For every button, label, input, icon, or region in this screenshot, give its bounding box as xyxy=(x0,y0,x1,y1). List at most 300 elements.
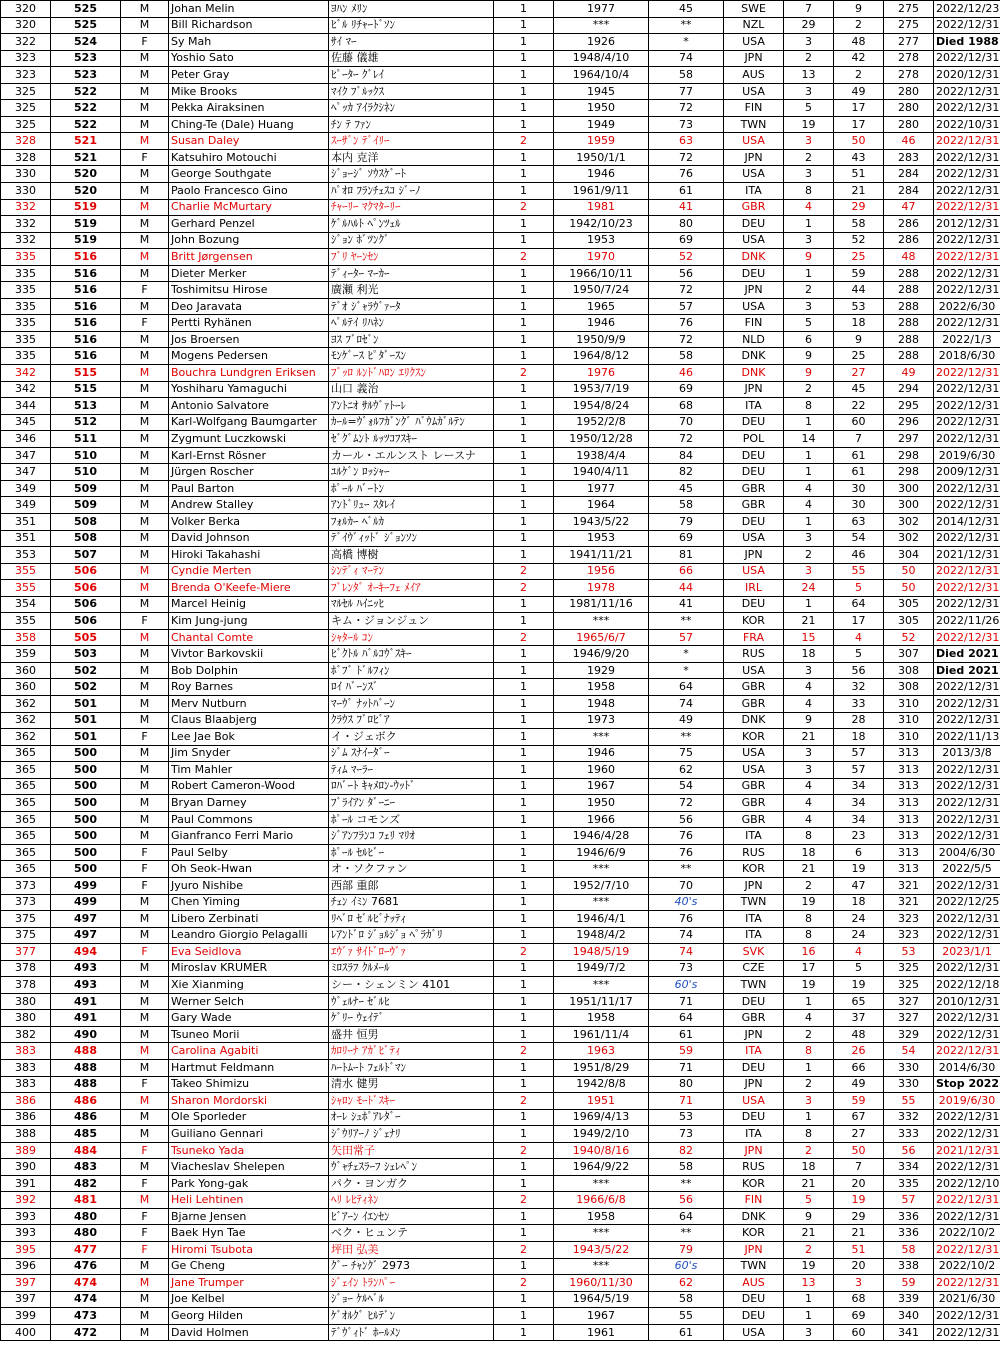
name-cell: Bryan Darney xyxy=(169,795,329,812)
category-cell: 1 xyxy=(494,381,554,398)
rank-cell: 383 xyxy=(1,1076,51,1093)
national-rank-cell: 44 xyxy=(834,282,884,299)
group-rank-cell: 327 xyxy=(884,993,934,1010)
name-kana-cell: ベク・ヒュンテ xyxy=(329,1225,494,1242)
name-cell: Paul Commons xyxy=(169,811,329,828)
category-cell: 1 xyxy=(494,1126,554,1143)
birth-cell: 1942/8/8 xyxy=(554,1076,649,1093)
rank-cell: 373 xyxy=(1,894,51,911)
updated-cell: 2022/12/31 xyxy=(934,50,1000,67)
country-rank-cell: 2 xyxy=(784,50,834,67)
country-cell: JPN xyxy=(724,877,784,894)
rank-cell: 335 xyxy=(1,315,51,332)
count-cell: 482 xyxy=(51,1175,121,1192)
country-cell: NLD xyxy=(724,331,784,348)
name-cell: Jane Trumper xyxy=(169,1275,329,1292)
group-rank-cell: 54 xyxy=(884,1043,934,1060)
category-cell: 1 xyxy=(494,414,554,431)
rank-cell: 365 xyxy=(1,844,51,861)
rank-cell: 359 xyxy=(1,646,51,663)
table-row xyxy=(1,348,1000,365)
updated-cell: 2022/12/31 xyxy=(934,1324,1000,1341)
national-rank-cell: 50 xyxy=(834,1142,884,1159)
sex-cell: F xyxy=(121,1225,169,1242)
name-kana-cell: ﾎﾟｰﾙ ﾊﾞｰﾄﾝ xyxy=(329,480,494,497)
group-rank-cell: 300 xyxy=(884,480,934,497)
name-kana-cell: ﾋﾞｱｰﾝ ｲｴﾝｾﾝ xyxy=(329,1208,494,1225)
national-rank-cell: 17 xyxy=(834,100,884,117)
age-cell: ** xyxy=(649,613,724,630)
national-rank-cell: 6 xyxy=(834,844,884,861)
group-rank-cell: 304 xyxy=(884,547,934,564)
category-cell: 1 xyxy=(494,1010,554,1027)
name-kana-cell: ﾓﾝｹﾞｰｽ ﾋﾟﾀﾞｰｽﾝ xyxy=(329,348,494,365)
table-row xyxy=(1,679,1000,696)
updated-cell: 2022/12/25 xyxy=(934,894,1000,911)
count-cell: 500 xyxy=(51,795,121,812)
category-cell: 2 xyxy=(494,944,554,961)
count-cell: 513 xyxy=(51,398,121,415)
national-rank-cell: 69 xyxy=(834,1308,884,1325)
table-row xyxy=(1,67,1000,84)
name-cell: Claus Blaabjerg xyxy=(169,712,329,729)
birth-cell: *** xyxy=(554,613,649,630)
birth-cell: *** xyxy=(554,861,649,878)
rank-cell: 355 xyxy=(1,563,51,580)
name-cell: Sharon Mordorski xyxy=(169,1093,329,1110)
updated-cell: 2022/12/31 xyxy=(934,265,1000,282)
birth-cell: *** xyxy=(554,894,649,911)
national-rank-cell: 5 xyxy=(834,960,884,977)
sex-cell: M xyxy=(121,83,169,100)
sex-cell: M xyxy=(121,993,169,1010)
age-cell: 72 xyxy=(649,331,724,348)
name-kana-cell: ﾌﾞｯﾛ ﾙﾝﾄﾞﾊﾛﾝ ｴﾘｸｽﾝ xyxy=(329,365,494,382)
group-rank-cell: 302 xyxy=(884,530,934,547)
birth-cell: 1948/4/2 xyxy=(554,927,649,944)
age-cell: 57 xyxy=(649,629,724,646)
age-cell: 58 xyxy=(649,67,724,84)
category-cell: 1 xyxy=(494,298,554,315)
country-rank-cell: 8 xyxy=(784,183,834,200)
age-cell: 60's xyxy=(649,1258,724,1275)
count-cell: 490 xyxy=(51,1026,121,1043)
category-cell: 1 xyxy=(494,877,554,894)
name-kana-cell: キム・ジョンジュン xyxy=(329,613,494,630)
name-cell: Roy Barnes xyxy=(169,679,329,696)
table-row xyxy=(1,778,1000,795)
sex-cell: M xyxy=(121,629,169,646)
category-cell: 1 xyxy=(494,1109,554,1126)
table-row xyxy=(1,17,1000,34)
country-cell: USA xyxy=(724,530,784,547)
table-row xyxy=(1,762,1000,779)
sex-cell: M xyxy=(121,811,169,828)
country-cell: DEU xyxy=(724,414,784,431)
birth-cell: 1950/9/9 xyxy=(554,331,649,348)
name-cell: Chen Yiming xyxy=(169,894,329,911)
table-row xyxy=(1,596,1000,613)
count-cell: 519 xyxy=(51,232,121,249)
name-kana-cell: ｽｰｻﾞﾝ ﾃﾞｲﾘｰ xyxy=(329,133,494,150)
name-cell: Bjarne Jensen xyxy=(169,1208,329,1225)
national-rank-cell: 34 xyxy=(834,811,884,828)
national-rank-cell: 21 xyxy=(834,183,884,200)
rank-cell: 386 xyxy=(1,1109,51,1126)
sex-cell: M xyxy=(121,662,169,679)
name-kana-cell: ｼﾞｱﾝﾌﾗﾝｺ ﾌｪﾘ ﾏﾘｵ xyxy=(329,828,494,845)
rank-cell: 330 xyxy=(1,166,51,183)
national-rank-cell: 17 xyxy=(834,613,884,630)
count-cell: 525 xyxy=(51,1,121,18)
birth-cell: 1961 xyxy=(554,1324,649,1341)
age-cell: 74 xyxy=(649,695,724,712)
country-rank-cell: 6 xyxy=(784,331,834,348)
sex-cell: M xyxy=(121,480,169,497)
country-cell: USA xyxy=(724,1324,784,1341)
name-cell: Volker Berka xyxy=(169,513,329,530)
national-rank-cell: 3 xyxy=(834,1275,884,1292)
category-cell: 2 xyxy=(494,1043,554,1060)
table-row xyxy=(1,1043,1000,1060)
group-rank-cell: 58 xyxy=(884,1242,934,1259)
country-rank-cell: 21 xyxy=(784,1175,834,1192)
rank-cell: 383 xyxy=(1,1043,51,1060)
name-kana-cell: ｵｰﾚ ｼｭﾎﾟｱﾚﾀﾞｰ xyxy=(329,1109,494,1126)
table-row xyxy=(1,1225,1000,1242)
name-cell: Mogens Pedersen xyxy=(169,348,329,365)
age-cell: 63 xyxy=(649,133,724,150)
category-cell: 1 xyxy=(494,464,554,481)
national-rank-cell: 58 xyxy=(834,216,884,233)
birth-cell: 1942/10/23 xyxy=(554,216,649,233)
birth-cell: 1956 xyxy=(554,563,649,580)
rank-cell: 375 xyxy=(1,927,51,944)
rank-cell: 346 xyxy=(1,431,51,448)
name-kana-cell: ﾌﾞﾚﾝﾀﾞ ｵｰｷｰﾌｪ ﾒｲｱ xyxy=(329,580,494,597)
country-rank-cell: 3 xyxy=(784,166,834,183)
count-cell: 481 xyxy=(51,1192,121,1209)
rank-cell: 320 xyxy=(1,17,51,34)
age-cell: 53 xyxy=(649,1109,724,1126)
age-cell: 76 xyxy=(649,315,724,332)
updated-cell: 2022/12/31 xyxy=(934,133,1000,150)
country-cell: RUS xyxy=(724,1159,784,1176)
national-rank-cell: 27 xyxy=(834,1126,884,1143)
age-cell: 52 xyxy=(649,249,724,266)
group-rank-cell: 313 xyxy=(884,861,934,878)
name-kana-cell: ﾃｨﾑ ﾏｰﾗｰ xyxy=(329,762,494,779)
table-row xyxy=(1,580,1000,597)
count-cell: 522 xyxy=(51,83,121,100)
birth-cell: 1981 xyxy=(554,199,649,216)
sex-cell: M xyxy=(121,265,169,282)
table-row xyxy=(1,894,1000,911)
country-cell: CZE xyxy=(724,960,784,977)
national-rank-cell: 2 xyxy=(834,17,884,34)
name-kana-cell: ｶﾛﾘｰﾅ ｱｶﾞﾋﾞﾃｨ xyxy=(329,1043,494,1060)
country-cell: AUS xyxy=(724,67,784,84)
group-rank-cell: 338 xyxy=(884,1258,934,1275)
country-cell: GBR xyxy=(724,199,784,216)
category-cell: 2 xyxy=(494,1275,554,1292)
age-cell: 72 xyxy=(649,795,724,812)
name-cell: Jyuro Nishibe xyxy=(169,877,329,894)
national-rank-cell: 37 xyxy=(834,1010,884,1027)
group-rank-cell: 296 xyxy=(884,414,934,431)
name-cell: Georg Hilden xyxy=(169,1308,329,1325)
birth-cell: 1958 xyxy=(554,679,649,696)
national-rank-cell: 43 xyxy=(834,149,884,166)
country-cell: SVK xyxy=(724,944,784,961)
name-cell: Jürgen Roscher xyxy=(169,464,329,481)
count-cell: 516 xyxy=(51,348,121,365)
category-cell: 1 xyxy=(494,1076,554,1093)
age-cell: 58 xyxy=(649,1159,724,1176)
sex-cell: M xyxy=(121,894,169,911)
count-cell: 506 xyxy=(51,563,121,580)
country-rank-cell: 1 xyxy=(784,1291,834,1308)
country-rank-cell: 14 xyxy=(784,431,834,448)
group-rank-cell: 330 xyxy=(884,1060,934,1077)
name-kana-cell: ﾐﾛｽﾗﾌ ｸﾙﾒｰﾙ xyxy=(329,960,494,977)
category-cell: 1 xyxy=(494,348,554,365)
national-rank-cell: 49 xyxy=(834,1076,884,1093)
national-rank-cell: 7 xyxy=(834,431,884,448)
group-rank-cell: 330 xyxy=(884,1076,934,1093)
national-rank-cell: 20 xyxy=(834,1175,884,1192)
sex-cell: M xyxy=(121,1,169,18)
table-row xyxy=(1,1010,1000,1027)
updated-cell: 2020/12/31 xyxy=(934,67,1000,84)
age-cell: 64 xyxy=(649,679,724,696)
group-rank-cell: 302 xyxy=(884,513,934,530)
country-rank-cell: 4 xyxy=(784,778,834,795)
group-rank-cell: 313 xyxy=(884,811,934,828)
country-cell: AUS xyxy=(724,1275,784,1292)
sex-cell: M xyxy=(121,166,169,183)
count-cell: 503 xyxy=(51,646,121,663)
updated-cell: 2012/12/31 xyxy=(934,216,1000,233)
age-cell: 58 xyxy=(649,348,724,365)
name-cell: Oh Seok-Hwan xyxy=(169,861,329,878)
age-cell: 44 xyxy=(649,580,724,597)
group-rank-cell: 300 xyxy=(884,497,934,514)
national-rank-cell: 59 xyxy=(834,1093,884,1110)
age-cell: 45 xyxy=(649,1,724,18)
age-cell: 62 xyxy=(649,1275,724,1292)
count-cell: 522 xyxy=(51,100,121,117)
count-cell: 488 xyxy=(51,1076,121,1093)
sex-cell: M xyxy=(121,1109,169,1126)
name-kana-cell: 盛井 恒男 xyxy=(329,1026,494,1043)
count-cell: 480 xyxy=(51,1208,121,1225)
country-rank-cell: 3 xyxy=(784,662,834,679)
count-cell: 511 xyxy=(51,431,121,448)
country-cell: JPN xyxy=(724,547,784,564)
category-cell: 2 xyxy=(494,580,554,597)
name-cell: Toshimitsu Hirose xyxy=(169,282,329,299)
name-kana-cell: ｳﾞｬﾁｪｽﾗｰﾌ ｼｪﾚﾍﾟﾝ xyxy=(329,1159,494,1176)
category-cell: 1 xyxy=(494,1258,554,1275)
name-kana-cell: ｼﾝﾃﾞｨ ﾏｰﾃﾝ xyxy=(329,563,494,580)
category-cell: 1 xyxy=(494,431,554,448)
country-cell: JPN xyxy=(724,282,784,299)
name-kana-cell: ﾏｲｸ ﾌﾞﾙｯｸｽ xyxy=(329,83,494,100)
country-cell: USA xyxy=(724,298,784,315)
count-cell: 507 xyxy=(51,547,121,564)
table-row xyxy=(1,331,1000,348)
updated-cell: 2022/12/31 xyxy=(934,712,1000,729)
rank-cell: 365 xyxy=(1,861,51,878)
table-row xyxy=(1,1308,1000,1325)
group-rank-cell: 323 xyxy=(884,911,934,928)
country-rank-cell: 3 xyxy=(784,530,834,547)
count-cell: 523 xyxy=(51,50,121,67)
category-cell: 1 xyxy=(494,596,554,613)
birth-cell: 1940/4/11 xyxy=(554,464,649,481)
group-rank-cell: 313 xyxy=(884,762,934,779)
name-kana-cell: ﾋﾞｸﾄﾙ ﾊﾞﾙｺｳﾞｽｷｰ xyxy=(329,646,494,663)
table-row xyxy=(1,911,1000,928)
age-cell: 71 xyxy=(649,1093,724,1110)
rank-cell: 347 xyxy=(1,447,51,464)
rank-cell: 345 xyxy=(1,414,51,431)
birth-cell: *** xyxy=(554,1258,649,1275)
name-cell: Joe Kelbel xyxy=(169,1291,329,1308)
table-row xyxy=(1,497,1000,514)
country-cell: ITA xyxy=(724,1126,784,1143)
table-row xyxy=(1,1175,1000,1192)
sex-cell: M xyxy=(121,1093,169,1110)
country-rank-cell: 1 xyxy=(784,265,834,282)
category-cell: 1 xyxy=(494,861,554,878)
country-rank-cell: 16 xyxy=(784,944,834,961)
name-cell: Antonio Salvatore xyxy=(169,398,329,415)
rank-cell: 355 xyxy=(1,613,51,630)
updated-cell: 2014/12/31 xyxy=(934,513,1000,530)
birth-cell: 1961/11/4 xyxy=(554,1026,649,1043)
name-cell: Katsuhiro Motouchi xyxy=(169,149,329,166)
birth-cell: 1943/5/22 xyxy=(554,1242,649,1259)
category-cell: 1 xyxy=(494,282,554,299)
rank-cell: 330 xyxy=(1,183,51,200)
country-rank-cell: 9 xyxy=(784,365,834,382)
sex-cell: M xyxy=(121,1060,169,1077)
count-cell: 516 xyxy=(51,282,121,299)
national-rank-cell: 34 xyxy=(834,778,884,795)
national-rank-cell: 59 xyxy=(834,265,884,282)
age-cell: 76 xyxy=(649,911,724,928)
rank-cell: 362 xyxy=(1,729,51,746)
country-cell: USA xyxy=(724,34,784,51)
national-rank-cell: 21 xyxy=(834,1225,884,1242)
name-kana-cell: シー・シェンミン 4101 xyxy=(329,977,494,994)
name-kana-cell: ﾍﾟﾙﾃｲ ﾘﾊﾈﾝ xyxy=(329,315,494,332)
count-cell: 500 xyxy=(51,811,121,828)
birth-cell: *** xyxy=(554,1175,649,1192)
sex-cell: M xyxy=(121,414,169,431)
name-kana-cell: ｳﾞｪﾙﾅｰ ｾﾞﾙﾋ xyxy=(329,993,494,1010)
updated-cell: 2021/6/30 xyxy=(934,1291,1000,1308)
country-cell: RUS xyxy=(724,646,784,663)
country-rank-cell: 4 xyxy=(784,695,834,712)
name-kana-cell: ｹﾞｵﾙｸﾞ ﾋﾙﾃﾞﾝ xyxy=(329,1308,494,1325)
age-cell: 73 xyxy=(649,1126,724,1143)
name-kana-cell: ｼﾞｮﾝ ﾎﾞﾂﾝｸﾞ xyxy=(329,232,494,249)
name-kana-cell: ｼﾞｮｰｼﾞ ｿｳｽｹﾞｰﾄ xyxy=(329,166,494,183)
name-kana-cell: ﾃﾞｳﾞｨﾄﾞ ﾎｰﾙﾒﾝ xyxy=(329,1324,494,1341)
country-rank-cell: 3 xyxy=(784,1324,834,1341)
group-rank-cell: 336 xyxy=(884,1208,934,1225)
national-rank-cell: 20 xyxy=(834,1258,884,1275)
group-rank-cell: 313 xyxy=(884,778,934,795)
name-kana-cell: ﾌｫﾙｶｰ ﾍﾞﾙｶ xyxy=(329,513,494,530)
age-cell: 72 xyxy=(649,282,724,299)
category-cell: 2 xyxy=(494,133,554,150)
table-row xyxy=(1,183,1000,200)
rank-cell: 365 xyxy=(1,778,51,795)
country-cell: GBR xyxy=(724,795,784,812)
rank-cell: 380 xyxy=(1,1010,51,1027)
birth-cell: 1965 xyxy=(554,298,649,315)
country-rank-cell: 1 xyxy=(784,596,834,613)
name-kana-cell: ｼﾞｳﾘｱｰﾉ ｼﾞｪﾅﾘ xyxy=(329,1126,494,1143)
country-cell: GBR xyxy=(724,497,784,514)
country-rank-cell: 2 xyxy=(784,1076,834,1093)
rank-cell: 399 xyxy=(1,1308,51,1325)
birth-cell: 1943/5/22 xyxy=(554,513,649,530)
name-cell: Tsuneko Yada xyxy=(169,1142,329,1159)
count-cell: 505 xyxy=(51,629,121,646)
name-cell: Heli Lehtinen xyxy=(169,1192,329,1209)
national-rank-cell: 24 xyxy=(834,911,884,928)
count-cell: 484 xyxy=(51,1142,121,1159)
category-cell: 2 xyxy=(494,1142,554,1159)
national-rank-cell: 26 xyxy=(834,1043,884,1060)
updated-cell: 2022/12/31 xyxy=(934,811,1000,828)
group-rank-cell: 56 xyxy=(884,1142,934,1159)
category-cell: 1 xyxy=(494,811,554,828)
country-cell: KOR xyxy=(724,1175,784,1192)
table-row xyxy=(1,381,1000,398)
table-row xyxy=(1,1208,1000,1225)
name-cell: Bob Dolphin xyxy=(169,662,329,679)
country-rank-cell: 9 xyxy=(784,1208,834,1225)
table-row xyxy=(1,877,1000,894)
sex-cell: M xyxy=(121,431,169,448)
category-cell: 1 xyxy=(494,83,554,100)
national-rank-cell: 55 xyxy=(834,563,884,580)
age-cell: 70 xyxy=(649,414,724,431)
table-row xyxy=(1,1026,1000,1043)
birth-cell: 1960/11/30 xyxy=(554,1275,649,1292)
group-rank-cell: 280 xyxy=(884,100,934,117)
rank-cell: 388 xyxy=(1,1126,51,1143)
group-rank-cell: 336 xyxy=(884,1225,934,1242)
name-cell: Gary Wade xyxy=(169,1010,329,1027)
name-kana-cell: ﾛｲ ﾊﾞｰﾝｽﾞ xyxy=(329,679,494,696)
birth-cell: 1966/6/8 xyxy=(554,1192,649,1209)
country-rank-cell: 2 xyxy=(784,877,834,894)
age-cell: 66 xyxy=(649,563,724,580)
sex-cell: M xyxy=(121,646,169,663)
country-rank-cell: 2 xyxy=(784,1142,834,1159)
name-cell: Kim Jung-jung xyxy=(169,613,329,630)
count-cell: 493 xyxy=(51,977,121,994)
group-rank-cell: 46 xyxy=(884,133,934,150)
age-cell: 81 xyxy=(649,547,724,564)
